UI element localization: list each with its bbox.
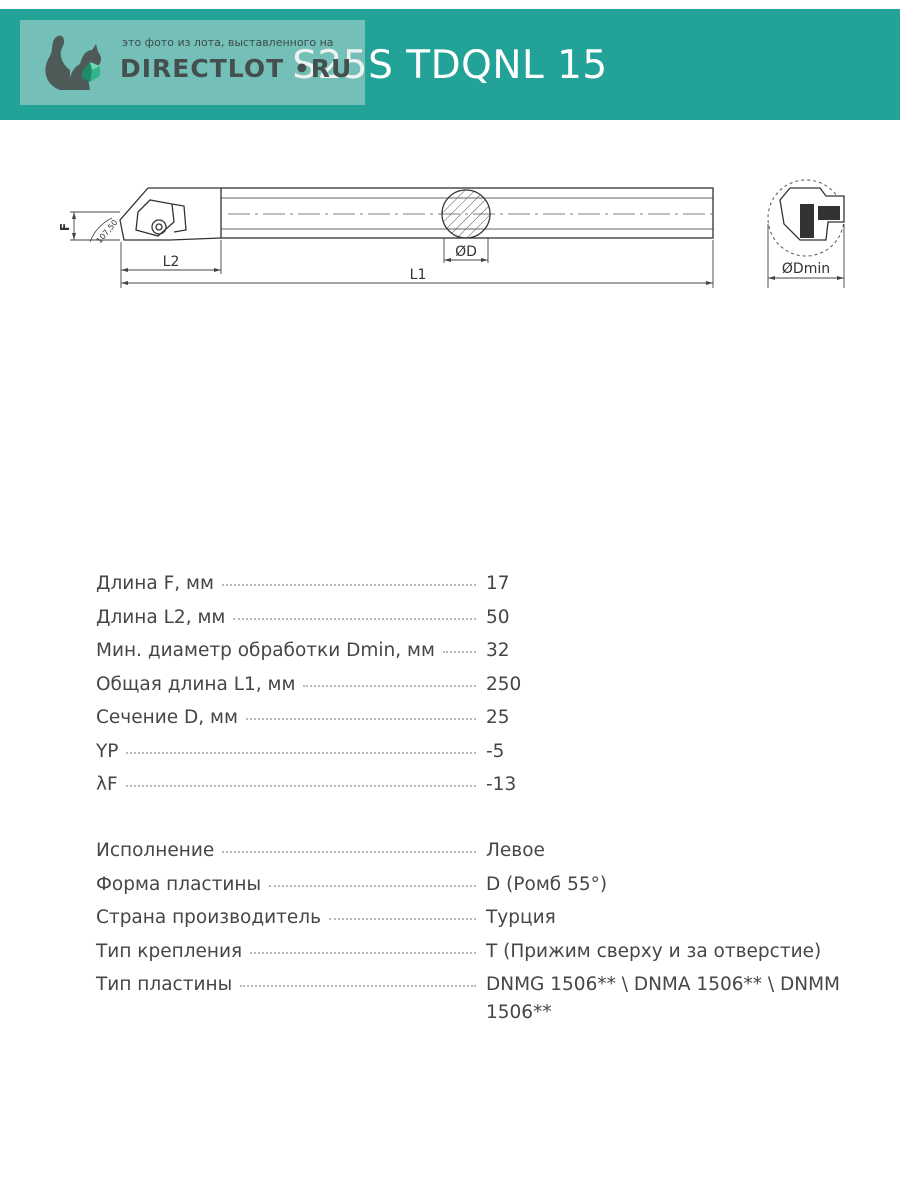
detail-row (96, 904, 886, 932)
spec-label: Мин. диаметр обработки Dmin, мм (96, 640, 435, 661)
detail-label: Тип крепления (96, 940, 243, 962)
spec-value: 17 (486, 573, 510, 594)
leader-dots (222, 584, 476, 586)
detail-row (96, 971, 886, 1027)
spec-value: 32 (486, 640, 510, 661)
leader-dots (233, 618, 476, 620)
spec-label: YP (96, 740, 119, 762)
detail-value: Турция (486, 907, 556, 928)
detail-label: Форма пластины (96, 873, 262, 895)
label-dmin: ØDmin (781, 261, 831, 277)
spec-row (96, 570, 886, 598)
leader-dots (443, 651, 476, 653)
details-table (96, 837, 886, 1033)
watermark (20, 20, 365, 105)
detail-label: Исполнение (96, 840, 215, 861)
leader-dots (222, 851, 476, 853)
leader-dots (240, 985, 476, 987)
label-l1: L1 (409, 267, 427, 283)
label-l2: L2 (162, 254, 180, 270)
spec-label: λF (96, 774, 118, 795)
detail-label: Страна производитель (96, 907, 322, 928)
leader-dots (246, 718, 476, 720)
leader-dots (126, 785, 476, 787)
spec-value: -5 (486, 740, 505, 762)
spec-row (96, 738, 886, 766)
detail-value: T (Прижим сверху и за отверстие) (486, 940, 822, 962)
leader-dots (329, 918, 476, 920)
detail-row (96, 871, 886, 899)
tool-drawing (0, 160, 900, 310)
spec-row (96, 771, 886, 799)
leader-dots (126, 752, 476, 754)
label-f: F (58, 222, 72, 232)
spec-value: 50 (486, 606, 510, 628)
leader-dots (250, 952, 476, 954)
detail-label: Тип пластины (96, 974, 233, 995)
squirrel-logo-icon (40, 32, 115, 94)
spec-label: Длина L2, мм (96, 606, 226, 628)
label-diameter: ØD (455, 244, 477, 260)
leader-dots (303, 685, 476, 687)
end-view (768, 180, 844, 288)
spec-label: Длина F, мм (96, 573, 214, 594)
top-strip (0, 0, 900, 9)
spec-row (96, 671, 886, 699)
leader-dots (269, 885, 476, 887)
detail-value: DNMG 1506** \ DNMA 1506** \ DNMM 1506** (486, 974, 841, 1023)
detail-row (96, 938, 886, 966)
spec-row (96, 637, 886, 665)
specs-table (96, 570, 886, 805)
detail-value: Левое (486, 840, 545, 861)
spec-value: 25 (486, 707, 510, 728)
spec-row (96, 604, 886, 632)
spec-value: -13 (486, 774, 517, 795)
watermark-brand: DIRECTLOT •RU (120, 54, 353, 83)
label-angle: 107,50 (94, 218, 120, 246)
section-circle (442, 190, 490, 238)
spec-label: Сечение D, мм (96, 707, 238, 728)
spec-row (96, 704, 886, 732)
detail-row (96, 837, 886, 865)
spec-value: 250 (486, 673, 522, 695)
detail-value: D (Ромб 55°) (486, 873, 608, 895)
product-title: S25S TDQNL 15 (292, 43, 608, 88)
spec-label: Общая длина L1, мм (96, 673, 296, 695)
watermark-caption: это фото из лота, выставленного на (122, 36, 334, 49)
